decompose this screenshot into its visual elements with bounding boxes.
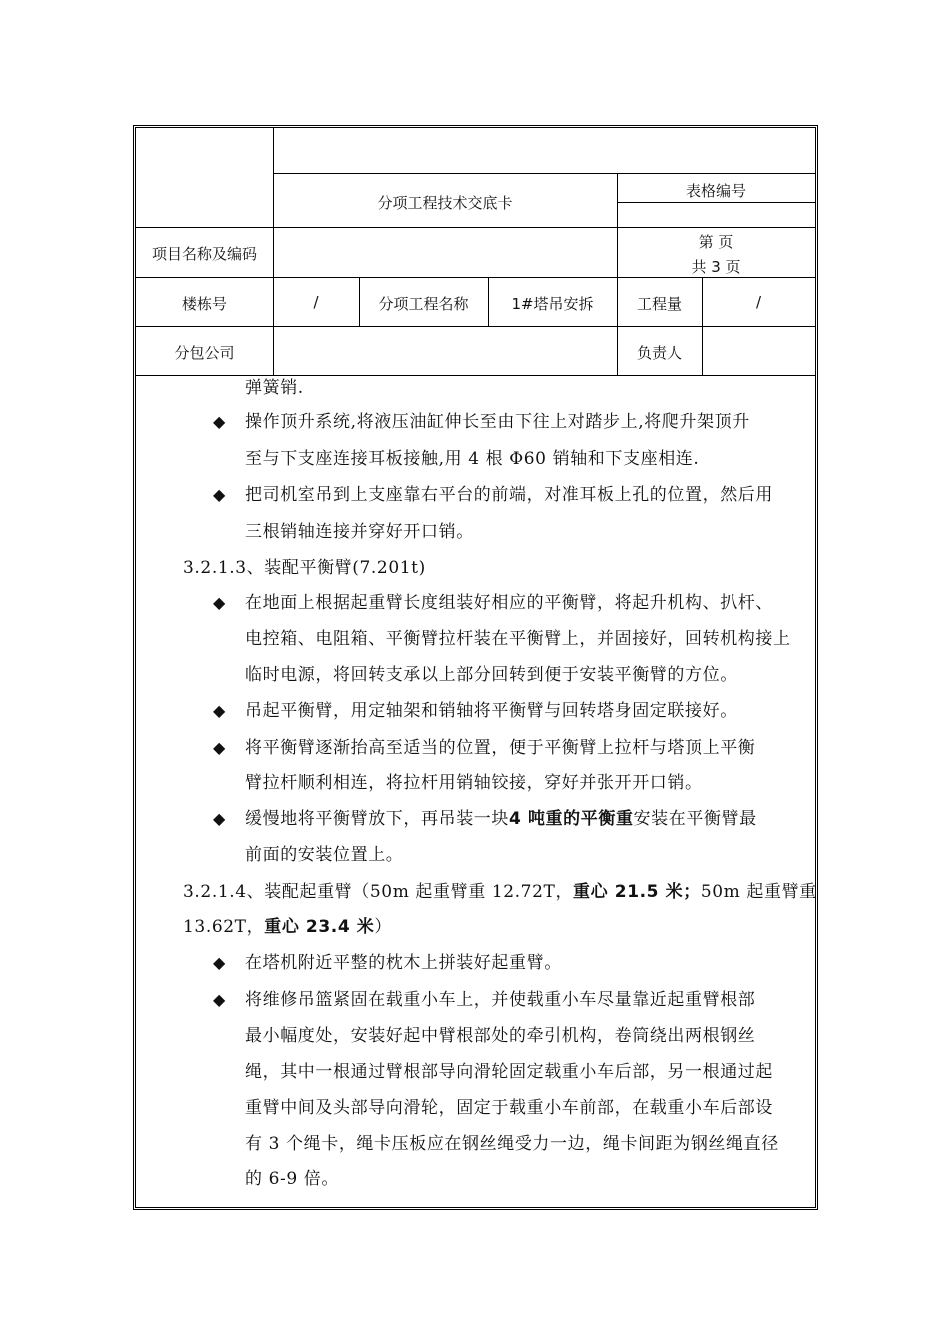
text-line: 吊起平衡臂，用定轴架和销轴将平衡臂与回转塔身固定联接好。 (245, 701, 738, 721)
grid-line (273, 128, 274, 376)
text-line: 电控箱、电阻箱、平衡臂拉杆装在平衡臂上，并固接好，回转机构接上 (245, 629, 791, 649)
diamond-bullet-icon: ◆ (213, 701, 226, 720)
form-title: 分项工程技术交底卡 (377, 194, 513, 212)
subproject-label: 分项工程名称 (378, 295, 469, 313)
section-heading-continued (183, 915, 392, 939)
text-line: 有 3 个绳卡，绳卡压板应在钢丝绳受力一边，绳卡间距为钢丝绳直径 (245, 1134, 779, 1154)
text-line: 将维修吊篮紧固在载重小车上，并使载重小车尽量靠近起重臂根部 (245, 990, 756, 1010)
grid-line (136, 277, 815, 278)
text-line: 的 6-9 倍。 (245, 1169, 339, 1189)
diamond-bullet-icon: ◆ (213, 485, 226, 504)
text-line: 把司机室吊到上支座靠右平台的前端，对准耳板上孔的位置，然后用 (245, 485, 773, 505)
text-run: 3.2.1.4、装配起重臂（50m 起重臂重 12.72T， (183, 882, 574, 902)
grid-line (136, 227, 815, 228)
text-line: 臂拉杆顺利相连，将拉杆用销轴铰接，穿好并张开开口销。 (245, 773, 703, 793)
text-line (245, 807, 757, 831)
grid-line (617, 202, 815, 203)
diamond-bullet-icon: ◆ (213, 809, 226, 828)
text-run: 缓慢地将平衡臂放下，再吊装一块 (245, 809, 509, 829)
text-run: 安装在平衡臂最 (633, 809, 757, 829)
text-line: 最小幅度处，安装好起中臂根部处的牵引机构，卷筒绕出两根钢丝 (245, 1026, 756, 1046)
text-line: 临时电源，将回转支承以上部分回转到便于安装平衡臂的方位。 (245, 665, 738, 685)
page-label: 第 页 (698, 233, 734, 251)
grid-line (136, 326, 815, 327)
form-number-label: 表格编号 (685, 182, 746, 200)
diamond-bullet-icon: ◆ (213, 953, 226, 972)
section-heading (183, 880, 817, 904)
bold-text-run: 4 吨重的平衡重 (509, 809, 634, 829)
bold-text-run: 重心 23.4 米 (264, 917, 375, 937)
bold-text-run: 重心 21.5 米； (573, 882, 701, 902)
grid-line (273, 173, 815, 174)
text-run: 50m 起重臂重 (700, 882, 817, 902)
total-pages: 共 3 页 (691, 258, 741, 276)
text-run: ） (374, 917, 393, 937)
diamond-bullet-icon: ◆ (213, 412, 226, 431)
section-heading: 3.2.1.3、装配平衡臂(7.201t) (183, 558, 426, 578)
text-line: 三根销轴连接并穿好开口销。 (245, 522, 474, 542)
diamond-bullet-icon: ◆ (213, 990, 226, 1009)
building-label: 楼栋号 (181, 295, 227, 313)
text-line: 操作顶升系统,将液压油缸伸长至由下往上对踏步上,将爬升架顶升 (245, 412, 750, 432)
diamond-bullet-icon: ◆ (213, 593, 226, 612)
text-line: 绳，其中一根通过臂根部导向滑轮固定载重小车后部，另一根通过起 (245, 1062, 773, 1082)
diamond-bullet-icon: ◆ (213, 738, 226, 757)
grid-line (136, 375, 815, 376)
text-line: 在地面上根据起重臂长度组装好相应的平衡臂，将起升机构、扒杆、 (245, 593, 773, 613)
building-value: / (313, 293, 319, 311)
quantity-label: 工程量 (636, 295, 682, 313)
text-line: 将平衡臂逐渐抬高至适当的位置，便于平衡臂上拉杆与塔顶上平衡 (245, 738, 756, 758)
subproject-value: 1#塔吊安拆 (511, 295, 594, 313)
text-line: 在塔机附近平整的枕木上拼装好起重臂。 (245, 953, 562, 973)
subcontractor-label: 分包公司 (174, 344, 235, 362)
quantity-value: / (755, 293, 762, 311)
text-line: 至与下支座连接耳板接触,用 4 根 Φ60 销轴和下支座相连. (245, 449, 700, 469)
text-line: 弹簧销. (245, 378, 304, 398)
text-line: 前面的安装位置上。 (245, 845, 404, 865)
project-label: 项目名称及编码 (151, 245, 257, 263)
text-line: 重臂中间及头部导向滑轮，固定于载重小车前部，在载重小车后部设 (245, 1098, 773, 1118)
text-run: 13.62T， (183, 917, 265, 937)
responsible-label: 负责人 (636, 344, 682, 362)
